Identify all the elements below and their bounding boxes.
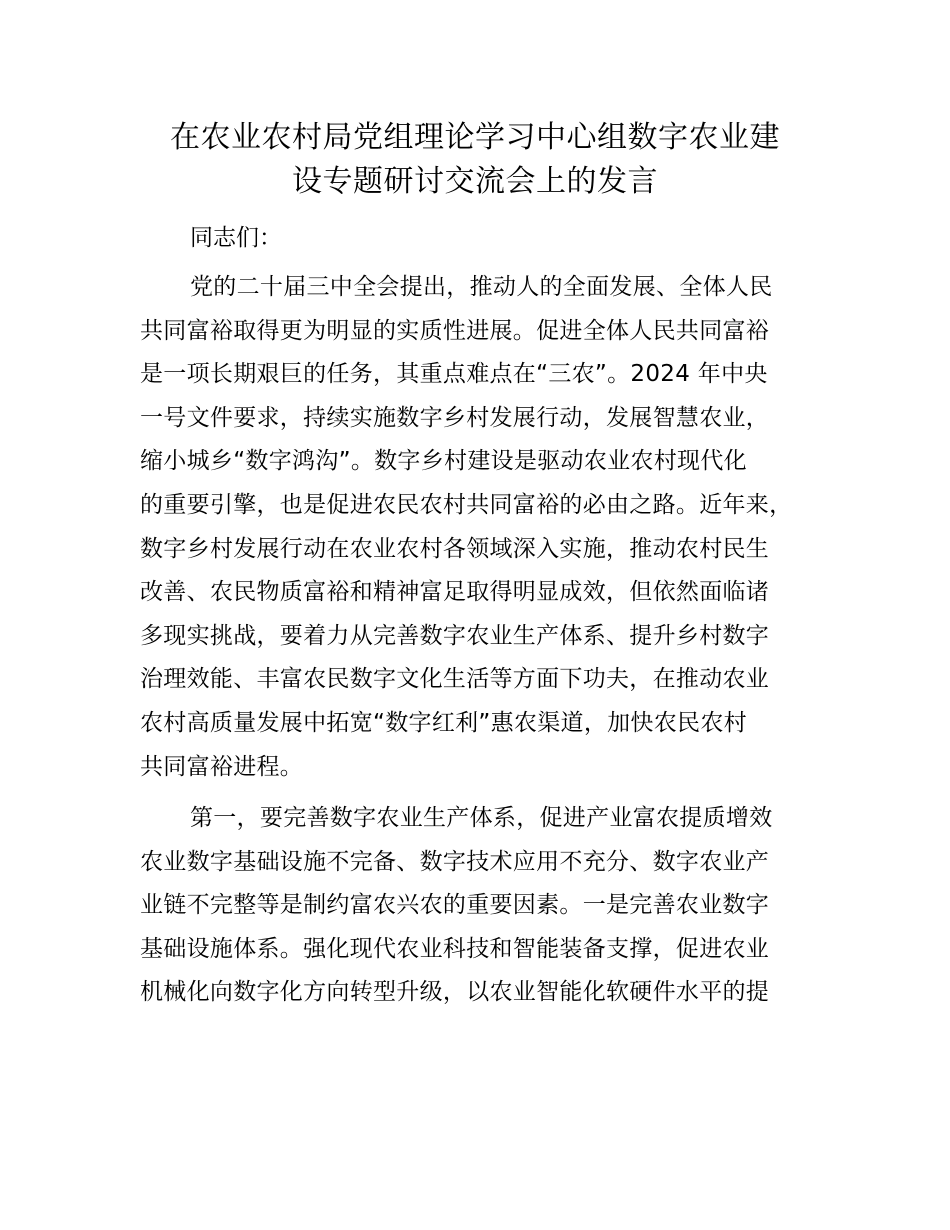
paragraph-line: 共同富裕取得更为明显的实质性进展。促进全体人民共同富裕 [140,317,770,344]
salutation: 同志们： [190,225,282,251]
paragraph-line: 第一，要完善数字农业生产体系，促进产业富农提质增效 [190,805,773,831]
paragraph-line: 的重要引擎，也是促进农民农村共同富裕的必由之路。近年来， [140,491,793,518]
paragraph-2 [140,797,840,1015]
paragraph-line: 党的二十届三中全会提出，推动人的全面发展、全体人民 [190,274,773,300]
paragraph-line: 多现实挑战，要着力从完善数字农业生产体系、提升乡村数字 [140,622,770,649]
paragraph-line: 是一项长期艰巨的任务，其重点难点在“三农”。2024 年中央 [140,361,768,388]
paragraph-line: 缩小城乡“数字鸿沟”。数字乡村建设是驱动农业农村现代化 [140,448,747,475]
paragraph-line: 业链不完整等是制约富农兴农的重要因素。一是完善农业数字 [140,892,770,919]
paragraph-line: 共同富裕进程。 [140,753,304,780]
paragraph-line: 基础设施体系。强化现代农业科技和智能装备支撑，促进农业 [140,935,770,962]
paragraph-line: 机械化向数字化方向转型升级，以农业智能化软硬件水平的提 [140,979,770,1006]
paragraph-line: 治理效能、丰富农民数字文化生活等方面下功夫，在推动农业 [140,666,770,693]
paragraph-1 [140,266,840,789]
paragraph-line: 农业数字基础设施不完备、数字技术应用不充分、数字农业产 [140,848,770,875]
title-line-2: 设专题研讨交流会上的发言 [292,164,658,199]
paragraph-line: 数字乡村发展行动在农业农村各领域深入实施，推动农村民生 [140,535,770,562]
paragraph-line: 一号文件要求，持续实施数字乡村发展行动，发展智慧农业， [140,404,770,431]
document-title [140,116,810,204]
paragraph-line: 农村高质量发展中拓宽“数字红利”惠农渠道，加快农民农村 [140,709,747,736]
paragraph-line: 改善、农民物质富裕和精神富足取得明显成效，但依然面临诸 [140,579,770,606]
title-line-1: 在农业农村局党组理论学习中心组数字农业建 [170,120,780,155]
